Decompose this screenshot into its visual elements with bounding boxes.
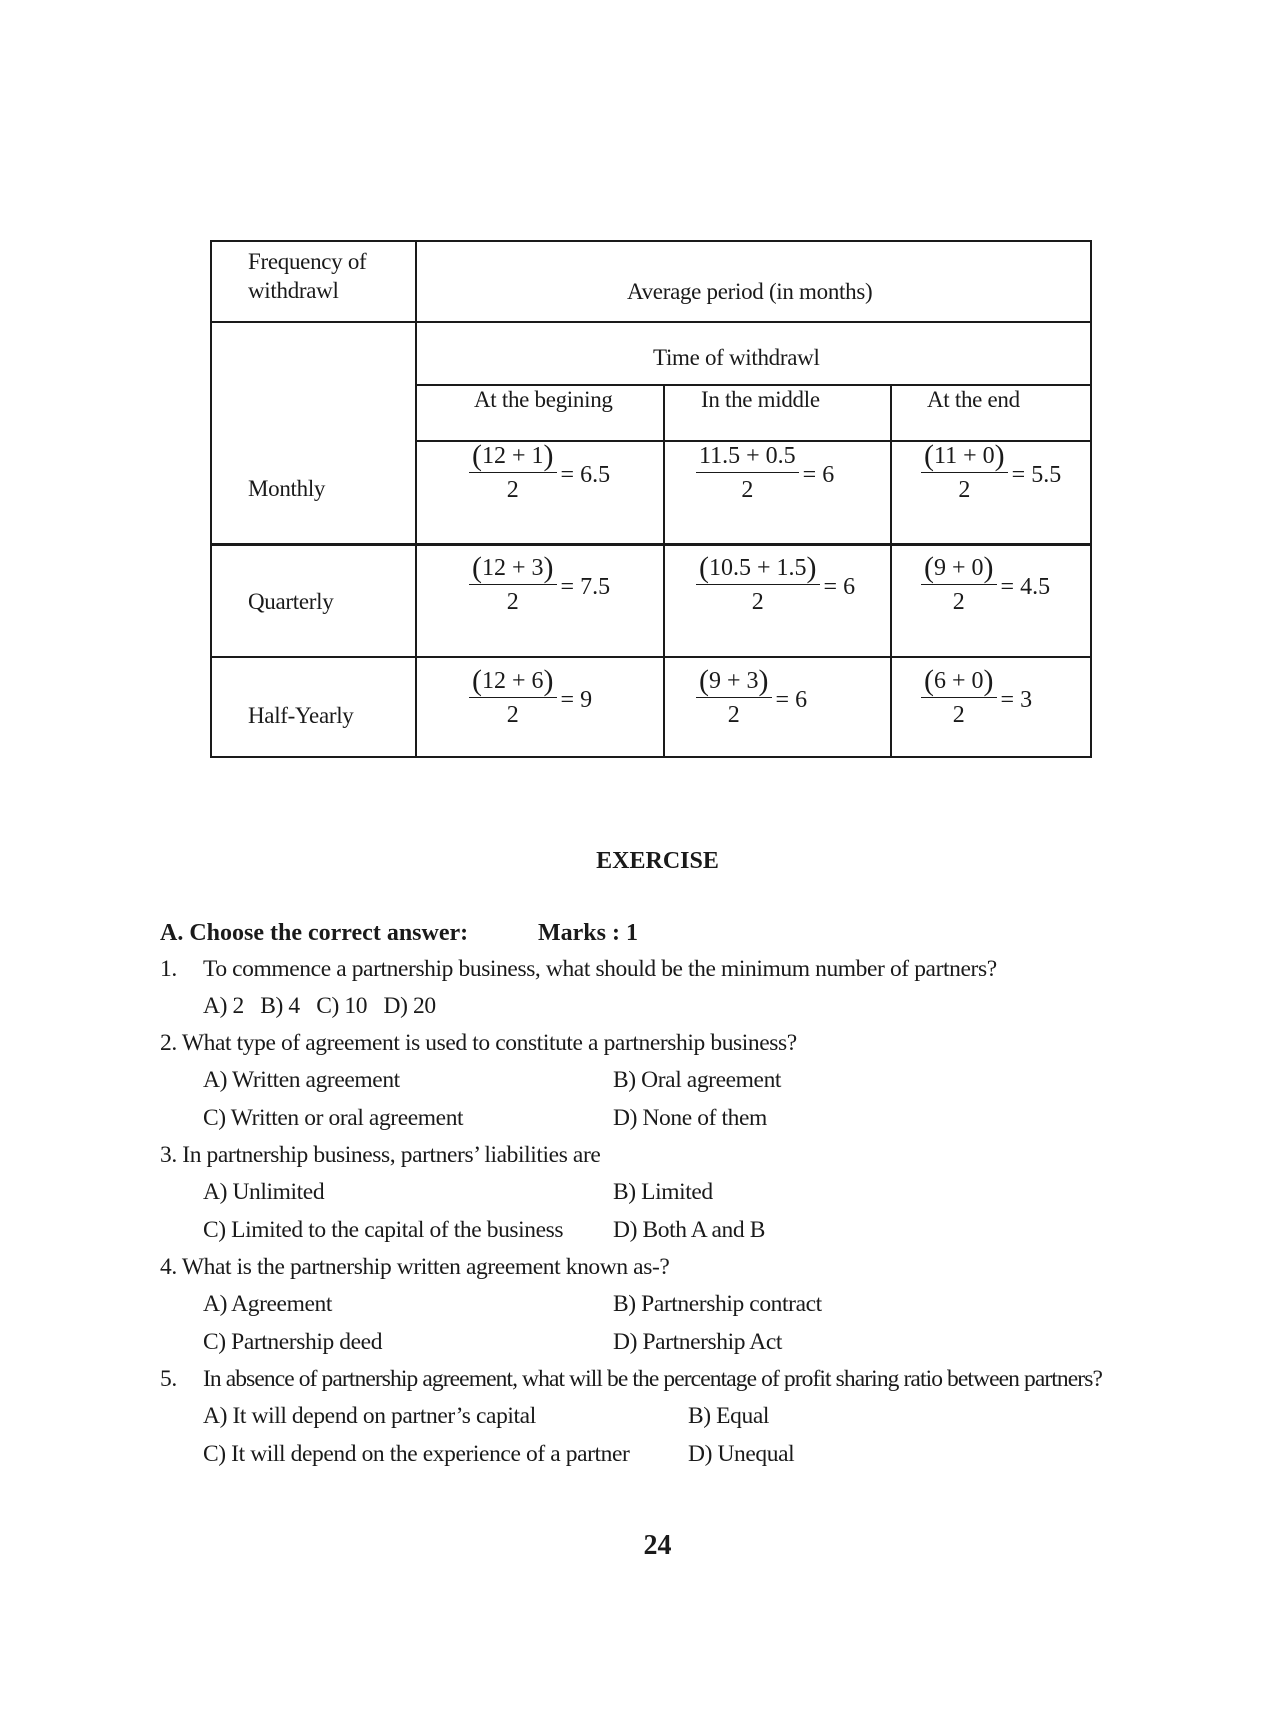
row-label-quarterly: Quarterly	[248, 589, 334, 614]
question-3-option-c: C) Limited to the capital of the business	[203, 1217, 564, 1243]
fraction	[469, 664, 557, 729]
formula-half-yearly-beginning	[469, 664, 593, 729]
question-5-option-b: B) Equal	[688, 1403, 769, 1429]
numerator-text: 6 + 0	[934, 668, 984, 694]
denominator: 2	[751, 589, 764, 615]
formula-result: = 6	[775, 686, 808, 713]
left-paren: (	[472, 551, 482, 584]
numerator	[921, 439, 1008, 472]
question-4-option-c: C) Partnership deed	[203, 1329, 383, 1355]
numerator	[696, 442, 799, 472]
withdrawal-period-table	[210, 240, 1092, 758]
numerator-text: 11 + 0	[934, 443, 995, 469]
right-paren: )	[543, 439, 554, 472]
denominator: 2	[741, 477, 754, 503]
question-4-option-b: B) Partnership contract	[613, 1291, 822, 1317]
formula-monthly-middle	[696, 442, 834, 504]
question-2-text: 2. What type of agreement is used to constitute a partnership business?	[160, 1030, 797, 1056]
question-5-option-d: D) Unequal	[688, 1441, 795, 1467]
question-5-number: 5.	[160, 1366, 177, 1392]
formula-result: = 6	[823, 573, 856, 600]
header-frequency-line2: withdrawl	[248, 278, 339, 303]
question-5-text: In absence of partnership agreement, what will be the percentage of profit sharing ratio between partners?	[203, 1366, 1103, 1392]
question-2-option-c: C) Written or oral agreement	[203, 1105, 464, 1131]
fraction	[921, 664, 997, 729]
formula-half-yearly-middle	[696, 664, 808, 729]
question-4-text: 4. What is the partnership written agreement known as-?	[160, 1254, 670, 1280]
subheader-time-of-withdrawl: Time of withdrawl	[653, 345, 820, 370]
formula-quarterly-middle	[696, 551, 856, 616]
question-2-option-a: A) Written agreement	[203, 1067, 400, 1093]
numerator	[696, 551, 820, 584]
right-paren: )	[806, 551, 817, 584]
question-4-option-a: A) Agreement	[203, 1291, 332, 1317]
question-3-option-b: B) Limited	[613, 1179, 713, 1205]
denominator: 2	[952, 589, 965, 615]
numerator	[696, 664, 772, 697]
numerator-text: 9 + 0	[934, 555, 984, 581]
formula-result: = 5.5	[1011, 461, 1062, 488]
exercise-heading: EXERCISE	[596, 848, 719, 874]
question-2-option-b: B) Oral agreement	[613, 1067, 782, 1093]
column-header-beginning: At the begining	[474, 387, 613, 412]
numerator	[469, 664, 557, 697]
marks-label: Marks : 1	[538, 920, 638, 946]
fraction	[469, 551, 557, 616]
fraction	[696, 664, 772, 729]
numerator-text: 12 + 3	[482, 555, 544, 581]
formula-monthly-end	[921, 439, 1062, 504]
question-1-text: To commence a partnership business, what should be the minimum number of partners?	[203, 956, 997, 982]
denominator: 2	[727, 702, 740, 728]
left-paren: (	[699, 551, 709, 584]
question-3-option-a: A) Unlimited	[203, 1179, 325, 1205]
column-header-middle: In the middle	[701, 387, 820, 412]
question-2-option-d: D) None of them	[613, 1105, 767, 1131]
question-3-option-d: D) Both A and B	[613, 1217, 765, 1243]
question-5-option-c: C) It will depend on the experience of a partner	[203, 1441, 630, 1467]
question-1-number: 1.	[160, 956, 177, 982]
column-header-end: At the end	[927, 387, 1020, 412]
fraction	[921, 551, 997, 616]
left-paren: (	[924, 439, 934, 472]
formula-result: = 6	[802, 461, 835, 488]
section-title: A. Choose the correct answer:	[160, 920, 469, 946]
denominator: 2	[506, 477, 519, 503]
formula-result: = 7.5	[560, 573, 611, 600]
numerator-text: 12 + 1	[482, 443, 544, 469]
left-paren: (	[472, 664, 482, 697]
right-paren: )	[983, 664, 994, 697]
formula-quarterly-beginning	[469, 551, 611, 616]
question-3-text: 3. In partnership business, partners’ liabilities are	[160, 1142, 601, 1168]
denominator: 2	[506, 589, 519, 615]
left-paren: (	[472, 439, 482, 472]
row-label-monthly: Monthly	[248, 476, 326, 501]
question-5-option-a: A) It will depend on partner’s capital	[203, 1403, 536, 1429]
formula-monthly-beginning	[469, 439, 611, 504]
fraction	[921, 439, 1008, 504]
numerator-text: 9 + 3	[709, 668, 759, 694]
numerator	[921, 664, 997, 697]
numerator	[469, 439, 557, 472]
denominator: 2	[506, 702, 519, 728]
formula-result: = 3	[1000, 686, 1033, 713]
right-paren: )	[543, 551, 554, 584]
formula-result: = 9	[560, 686, 593, 713]
numerator-text: 12 + 6	[482, 668, 544, 694]
denominator: 2	[952, 702, 965, 728]
header-average-period: Average period (in months)	[627, 279, 873, 304]
row-label-half-yearly: Half-Yearly	[248, 703, 354, 728]
numerator	[469, 551, 557, 584]
left-paren: (	[699, 664, 709, 697]
right-paren: )	[994, 439, 1005, 472]
fraction	[696, 551, 820, 616]
fraction	[696, 442, 799, 504]
right-paren: )	[983, 551, 994, 584]
numerator-text: 10.5 + 1.5	[709, 555, 807, 581]
left-paren: (	[924, 551, 934, 584]
header-frequency-line1: Frequency of	[248, 249, 367, 274]
fraction	[469, 439, 557, 504]
formula-half-yearly-end	[921, 664, 1033, 729]
formula-result: = 6.5	[560, 461, 611, 488]
formula-result: = 4.5	[1000, 573, 1051, 600]
page-number: 24	[643, 1530, 672, 1561]
formula-quarterly-end	[921, 551, 1051, 616]
right-paren: )	[543, 664, 554, 697]
question-4-option-d: D) Partnership Act	[613, 1329, 783, 1355]
denominator: 2	[958, 477, 971, 503]
question-1-options: A) 2 B) 4 C) 10 D) 20	[203, 993, 436, 1019]
left-paren: (	[924, 664, 934, 697]
right-paren: )	[758, 664, 769, 697]
numerator	[921, 551, 997, 584]
numerator-text: 11.5 + 0.5	[699, 443, 796, 469]
